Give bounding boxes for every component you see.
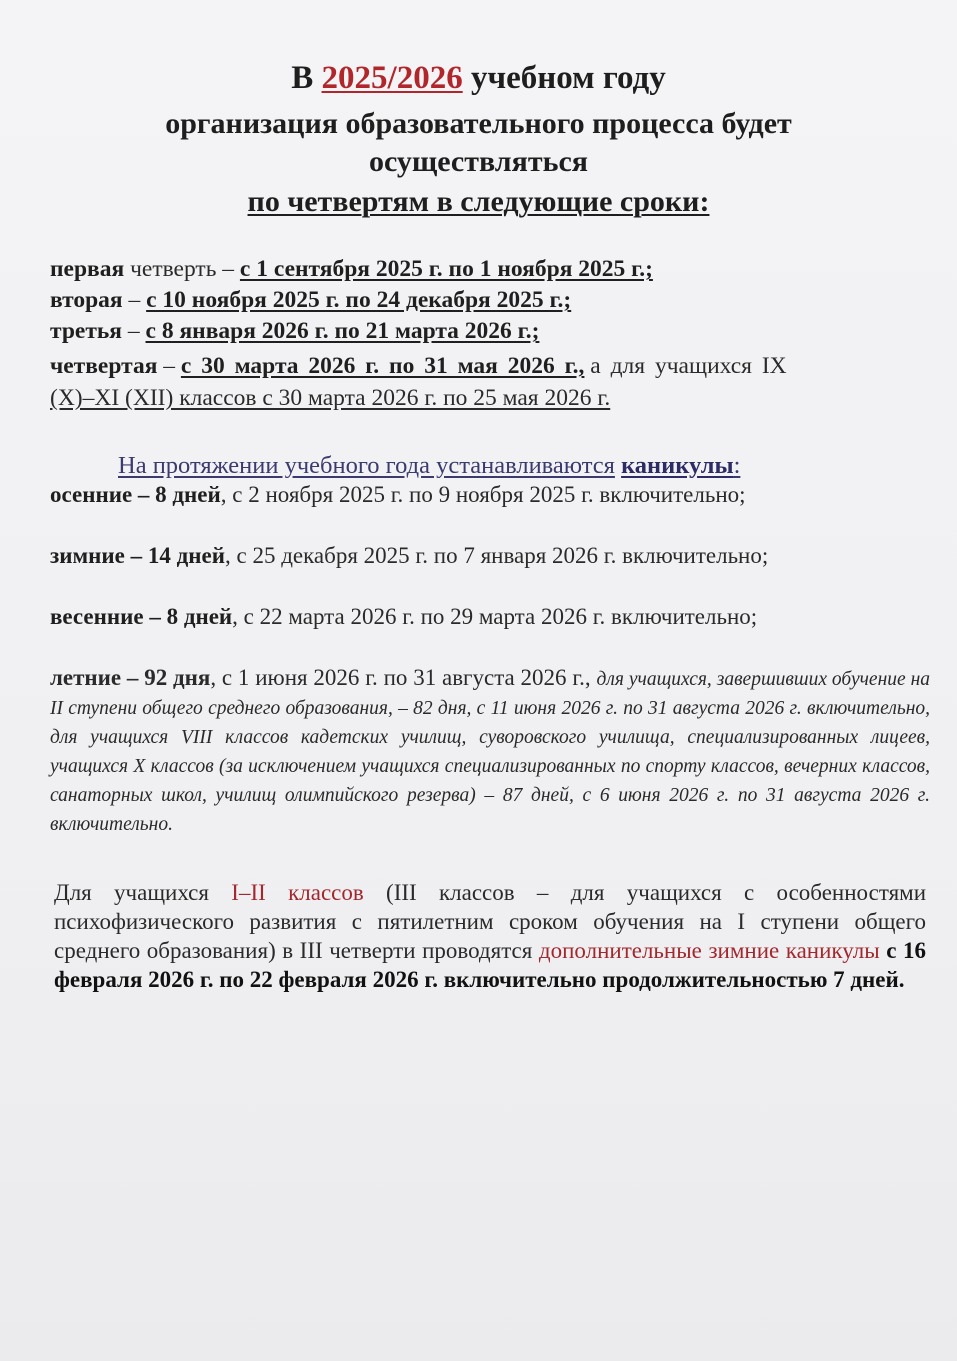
summer-exceptions: для учащихся, завершивших обучение на II ступени общего среднего образования, – 82 дня, с 11 июня 2026 г. по 31 августа 2026 г. включительно, для учащихся VIII классов кадетских училищ, суворовского училища, специализированных лицеев, учащихся X классов (за исключением учащихся специализированных по спорту классов, вечерних классов, санаторных школ, училищ олимпийского резерва) – 87 дней, с 6 июня 2026 г. по 31 августа 2026 г. включительно. bbox=[50, 669, 931, 835]
title-line-3: осуществляться bbox=[369, 145, 588, 178]
academic-year: 2025/2026 bbox=[321, 60, 463, 96]
title-line-2: организация образовательного процесса будет bbox=[165, 107, 792, 140]
quarter-3: третья – с 8 января 2026 г. по 21 марта 2026 г.; bbox=[50, 318, 540, 344]
additional-holidays: Для учащихся I–II классов (III классов – для учащихся с особенностями психофизического развития с пятилетним сроком обучения на I ступени общего среднего образования) в III четверти проводятся дополнительные зимние каникулы с 16 февраля 2026 г. по 22 февраля 2026 г. включительно продолжительностью 7 дней. bbox=[54, 880, 927, 992]
quarter-1: первая четверть – с 1 сентября 2025 г. по 1 ноября 2025 г.; bbox=[50, 256, 653, 282]
quarter-4-continued: (X)–XI (XII) классов с 30 марта 2026 г. по 25 мая 2026 г. bbox=[50, 385, 611, 411]
holiday-summer: летние – 92 дня, с 1 июня 2026 г. по 31 августа 2026 г., для учащихся, завершивших обучение на II ступени общего среднего образования, – 82 дня, с 11 июня 2026 г. по 31 августа 2026 г. включительно, для учащихся VIII классов кадетских училищ, суворовского училища, специализированных лицеев, учащихся X классов (за исключением учащихся специализированных по спорту классов, вечерних классов, санаторных школ, училищ олимпийского резерва) – 87 дней, с 6 июня 2026 г. по 31 августа 2026 г. включительно. bbox=[50, 665, 931, 835]
title-line-1: В 2025/2026 учебном году bbox=[291, 60, 666, 96]
holiday-autumn: осенние – 8 дней, с 2 ноября 2025 г. по 9 ноября 2025 г. включительно; bbox=[50, 482, 746, 507]
quarter-4: четвертая – с 30 марта 2026 г. по 31 мая 2026 г., а для учащихся IX bbox=[50, 353, 787, 379]
quarter-2: вторая – с 10 ноября 2025 г. по 24 декабря 2025 г.; bbox=[50, 287, 572, 313]
holiday-spring: весенние – 8 дней, с 22 марта 2026 г. по 29 марта 2026 г. включительно; bbox=[50, 604, 758, 629]
holidays-heading: На протяжении учебного года устанавливаются каникулы: bbox=[118, 452, 741, 479]
holiday-winter: зимние – 14 дней, с 25 декабря 2025 г. по 7 января 2026 г. включительно; bbox=[50, 543, 769, 568]
title-line-4: по четвертям в следующие сроки: bbox=[247, 185, 710, 218]
